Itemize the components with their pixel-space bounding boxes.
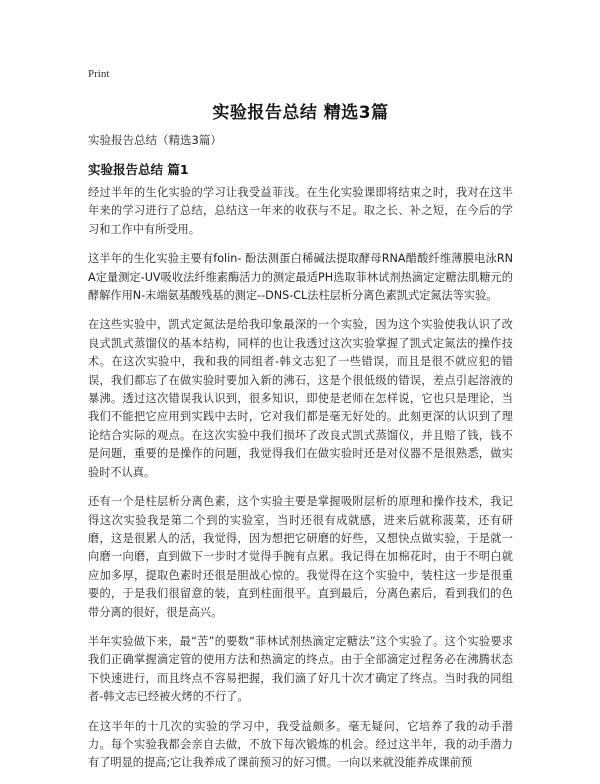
paragraph-4: 还有一个是柱层析分离色素，这个实验主要是掌握吸附层析的原理和操作技术，我记得这次实验我是第二个到的实验室，当时还很有成就感，进来后就称菠菜，还有研磨，这是很累人的活，我觉得，因为想把它研磨的好些，又想快点做实验，于是就一向磨一向磨，直到做下一步时才觉得手腕有点累。我记得在加棉花时，由于不明白就应加多厚，提取色素时还很是胆战心惊的。我觉得在这个实验中，装柱这一步是很重要的，于是我们很留意的装，直到柱面很平。直到最后，分离色素后，看到我们的色带分离的很好，很是高兴。 xyxy=(88,495,513,619)
paragraph-6: 在这半年的十几次的实验的学习中，我受益颇多。毫无疑问，它培养了我的动手潜力。每个实验我都会亲自去做，不放下每次锻炼的机会。经过这半年，我的动手潜力有了明显的提高;它让我养成了课前预习的好习惯。一向以来就没能养成课前预 xyxy=(88,719,513,770)
paragraph-2: 这半年的生化实验主要有folin- 酚法测蛋白稀碱法提取酵母RNA醋酸纤维薄膜电泳RNA定量测定-UV吸收法纤维素酶活力的测定最适PH选取菲林试剂热滴定定糖法肌糖元的酵解作用N-末端氨基酸残基的测定--DNS-CL法柱层析分离色素凯式定氮法等实验。 xyxy=(88,252,513,303)
print-label[interactable]: Print xyxy=(88,68,110,80)
page-title: 实验报告总结 精选3篇 xyxy=(212,103,389,123)
document-body xyxy=(88,184,513,784)
document-subtitle: 实验报告总结（精选3篇） xyxy=(88,133,222,147)
paragraph-1: 经过半年的生化实验的学习让我受益菲浅。在生化实验课即将结束之时，我对在这半年来的学习进行了总结，总结这一年来的收获与不足。取之长、补之短，在今后的学习和工作中有所受用。 xyxy=(88,186,513,236)
section-heading: 实验报告总结 篇1 xyxy=(88,162,189,177)
paragraph-5: 半年实验做下来，最“苦”的要数“菲林试剂热滴定定糖法”这个实验了。这个实验要求我们正确掌握滴定管的使用方法和热滴定的终点。由于全部滴定过程务必在沸腾状态下快速进行，而且终点不容易把握，我们滴了好几十次才确定了终点。当时我的同组者-韩文志已经被火烤的不行了。 xyxy=(88,634,513,704)
paragraph-3: 在这些实验中，凯式定氮法是给我印象最深的一个实验，因为这个实验使我认识了改良式凯式蒸馏仪的基本结构，同样的也让我透过这次实验掌握了凯式定氮法的操作技术。在这次实验中，我和我的同组者-韩文志犯了一些错误，而且是很不就应犯的错误，我们都忘了在做实验时要加入新的沸石，这是个很低级的错误，差点引起溶液的暴沸。透过这次错误我认识到，很多知识，即使是老师在怎样说，它也只是理论，当我们不能把它应用到实践中去时，它对我们都是毫无好处的。此刻更深的认识到了理论结合实际的观点。在这次实验中我们损坏了改良式凯式蒸馏仪，并且赔了钱，钱不是问题，重要的是操作的问题，我觉得我们在做实验时还是对仪器不是很熟悉，做实验时不认真。 xyxy=(88,318,513,479)
